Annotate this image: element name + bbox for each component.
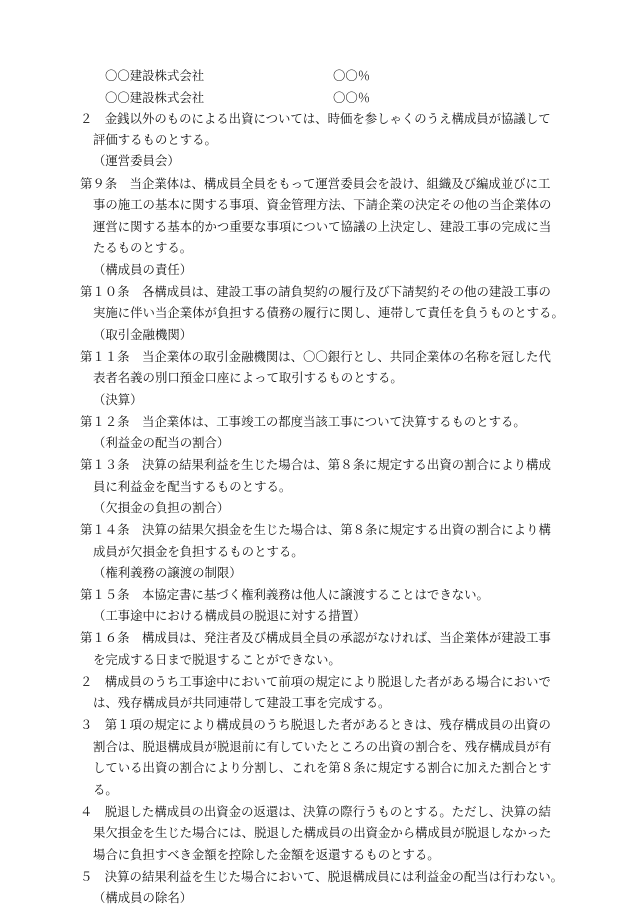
- paragraph-line: 場合に負担すべき金額を控除した金額を返還するものとする。: [93, 847, 440, 862]
- article-line: 実施に伴い当企業体が負担する債務の履行に関し、連帯して責任を負うものとする。: [93, 305, 564, 320]
- article-line: 第１４条 決算の結果欠損金を生じた場合は、第８条に規定する出資の割合により構: [80, 522, 551, 537]
- share-percent: 〇〇％: [333, 90, 371, 105]
- article-line: 第１３条 決算の結果利益を生じた場合は、第８条に規定する出資の割合により構成: [80, 457, 551, 472]
- article-line: 員に利益金を配当するものとする。: [93, 479, 292, 494]
- paragraph-line: ２ 構成員のうち工事途中において前項の規定により脱退した者がある場合においで: [80, 674, 551, 689]
- article-heading: （工事途中における構成員の脱退に対する措置）: [93, 608, 366, 623]
- paragraph-line: 評価するものとする。: [93, 132, 217, 147]
- share-percent: 〇〇％: [333, 68, 371, 83]
- article-line: 第１２条 当企業体は、工事竣工の都度当該工事について決算するものとする。: [80, 414, 526, 429]
- paragraph-line: は、残存構成員が共同連帯して建設工事を完成する。: [93, 695, 391, 710]
- paragraph-line: 割合は、脱退構成員が脱退前に有していたところの出資の割合を、残存構成員が有: [93, 739, 552, 754]
- article-line: 成員が欠損金を負担するものとする。: [93, 544, 304, 559]
- member-row: [105, 67, 371, 85]
- paragraph-line: している出資の割合により分割し、これを第８条に規定する割合に加えた割合とす: [93, 760, 552, 775]
- paragraph-line: ５ 決算の結果利益を生じた場合において、脱退構成員には利益金の配当は行わない。: [80, 869, 563, 884]
- paragraph-line: ２ 金銭以外のものによる出資については、時価を参しゃくのうえ構成員が協議して: [80, 111, 551, 126]
- article-line: を完成する日まで脱退することができない。: [93, 652, 341, 667]
- article-line: 運営に関する基本的かつ重要な事項について協議の上決定し、建設工事の完成に当: [93, 219, 552, 234]
- article-line: 事の施工の基本に関する事項、資金管理方法、下請企業の決定その他の当企業体の: [93, 197, 552, 212]
- article-heading: （欠損金の負担の割合）: [93, 500, 230, 515]
- member-row: [105, 89, 371, 107]
- article-line: 第１６条 構成員は、発注者及び構成員全員の承認がなければ、当企業体が建設工事: [80, 630, 551, 645]
- article-heading: （運営委員会）: [93, 153, 180, 168]
- paragraph-line: ４ 脱退した構成員の出資金の返還は、決算の際行うものとする。ただし、決算の結: [80, 804, 551, 819]
- article-heading: （権利義務の譲渡の制限）: [93, 565, 242, 580]
- article-line: 第１０条 各構成員は、建設工事の請負契約の履行及び下請契約その他の建設工事の: [80, 284, 551, 299]
- article-line: たるものとする。: [93, 240, 193, 255]
- article-heading: （構成員の責任）: [93, 262, 193, 277]
- company-name: 〇〇建設株式会社: [105, 68, 205, 83]
- article-heading: （取引金融機関）: [93, 327, 193, 342]
- article-line: 表者名義の別口預金口座によって取引するものとする。: [93, 370, 403, 385]
- article-line: 第１１条 当企業体の取引金融機関は、〇〇銀行とし、共同企業体の名称を冠した代: [80, 349, 551, 364]
- article-heading: （利益金の配当の割合）: [93, 435, 230, 450]
- article-heading: （決算）: [93, 392, 143, 407]
- article-line: 第９条 当企業体は、構成員全員をもって運営委員会を設け、組織及び編成並びに工: [80, 176, 551, 191]
- paragraph-line: る。: [93, 782, 118, 797]
- company-name: 〇〇建設株式会社: [105, 90, 205, 105]
- article-line: 第１５条 本協定書に基づく権利義務は他人に譲渡することはできない。: [80, 587, 489, 602]
- paragraph-line: ３ 第１項の規定により構成員のうち脱退した者があるときは、残存構成員の出資の: [80, 717, 551, 732]
- article-heading: （構成員の除名）: [93, 890, 193, 905]
- paragraph-line: 果欠損金を生じた場合には、脱退した構成員の出資金から構成員が脱退しなかった: [93, 825, 552, 840]
